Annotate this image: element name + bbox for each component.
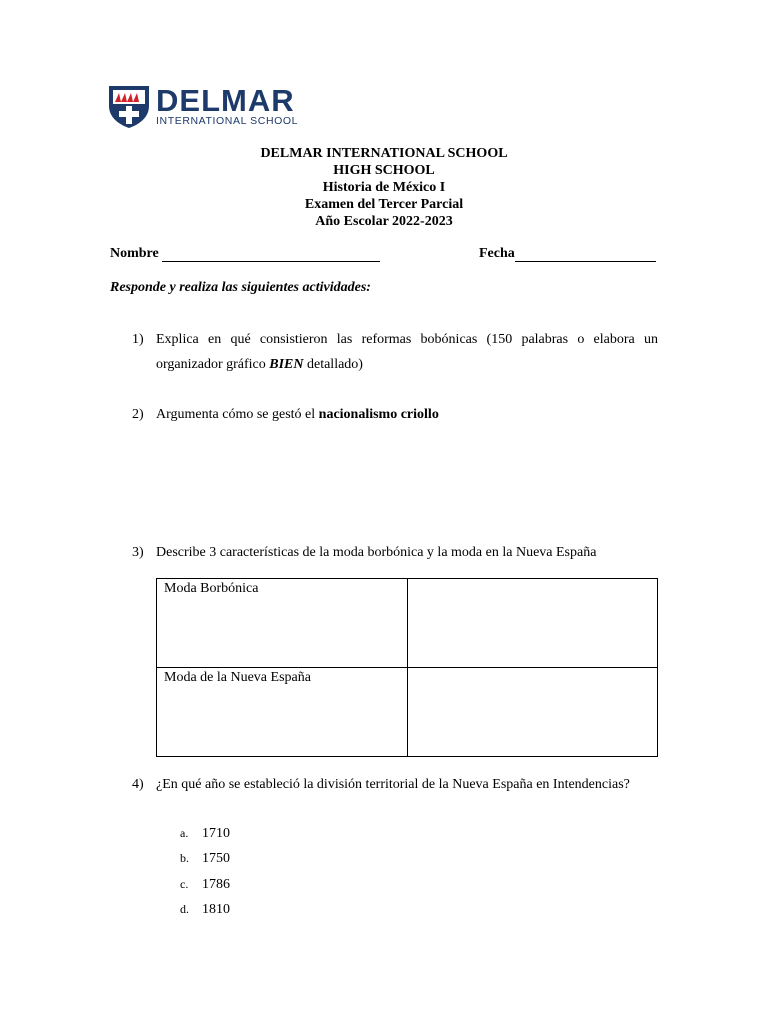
- option-letter: d.: [180, 902, 189, 916]
- question-text-part: detallado): [303, 357, 363, 372]
- option-value: 1750: [202, 851, 230, 866]
- option-value: 1786: [202, 877, 230, 892]
- name-label: Nombre: [110, 246, 159, 261]
- table-row: [157, 668, 658, 757]
- option-letter: b.: [180, 851, 189, 865]
- exam-header: [0, 145, 768, 230]
- school-year: Año Escolar 2022-2023: [315, 214, 453, 229]
- date-label: Fecha: [479, 246, 515, 261]
- subject-title: Historia de México I: [322, 180, 446, 195]
- question-text: Describe 3 características de la moda borbónica y la moda en la Nueva España: [156, 545, 597, 560]
- date-line[interactable]: [515, 246, 656, 262]
- school-logo: [108, 84, 298, 128]
- question-bold-term: nacionalismo criollo: [318, 407, 439, 422]
- option-d[interactable]: [180, 902, 230, 918]
- name-line[interactable]: [162, 246, 380, 262]
- option-a[interactable]: [180, 826, 230, 842]
- option-c[interactable]: [180, 877, 230, 893]
- option-value: 1710: [202, 826, 230, 841]
- question-number: 2): [132, 407, 144, 422]
- table-cell-answer[interactable]: [407, 668, 658, 757]
- table-cell-label: Moda Borbónica: [157, 579, 408, 668]
- option-letter: c.: [180, 877, 189, 891]
- question-text: ¿En qué año se estableció la división territorial de la Nueva España en Intendencias?: [156, 777, 630, 792]
- school-name: DELMAR INTERNATIONAL SCHOOL: [260, 146, 508, 161]
- question-text: [156, 402, 658, 427]
- question-text-part: Explica en qué consistieron las reformas bobónicas (150 palabras o elabora un organizador gráfico: [156, 332, 658, 372]
- instructions: Responde y realiza las siguientes actividades:: [110, 280, 371, 295]
- logo-subtitle: INTERNATIONAL SCHOOL: [156, 114, 299, 127]
- table-cell-answer[interactable]: [407, 579, 658, 668]
- table-cell-label: Moda de la Nueva España: [157, 668, 408, 757]
- option-value: 1810: [202, 902, 230, 917]
- date-field[interactable]: [479, 246, 656, 262]
- question-number: 1): [132, 332, 144, 347]
- table-row: [157, 579, 658, 668]
- question-text-part: Argumenta cómo se gestó el: [156, 407, 319, 422]
- logo-name: DELMAR: [156, 82, 295, 118]
- question-number: 3): [132, 545, 144, 560]
- question-number: 4): [132, 777, 144, 792]
- question-text: [156, 327, 658, 377]
- fashion-table: [156, 578, 658, 757]
- option-b[interactable]: [180, 851, 230, 867]
- name-field[interactable]: [110, 246, 380, 262]
- option-letter: a.: [180, 826, 189, 840]
- school-level: HIGH SCHOOL: [333, 163, 435, 178]
- exam-title: Examen del Tercer Parcial: [304, 197, 464, 212]
- crest-icon: [108, 84, 150, 128]
- question-emphasis: BIEN: [269, 357, 304, 372]
